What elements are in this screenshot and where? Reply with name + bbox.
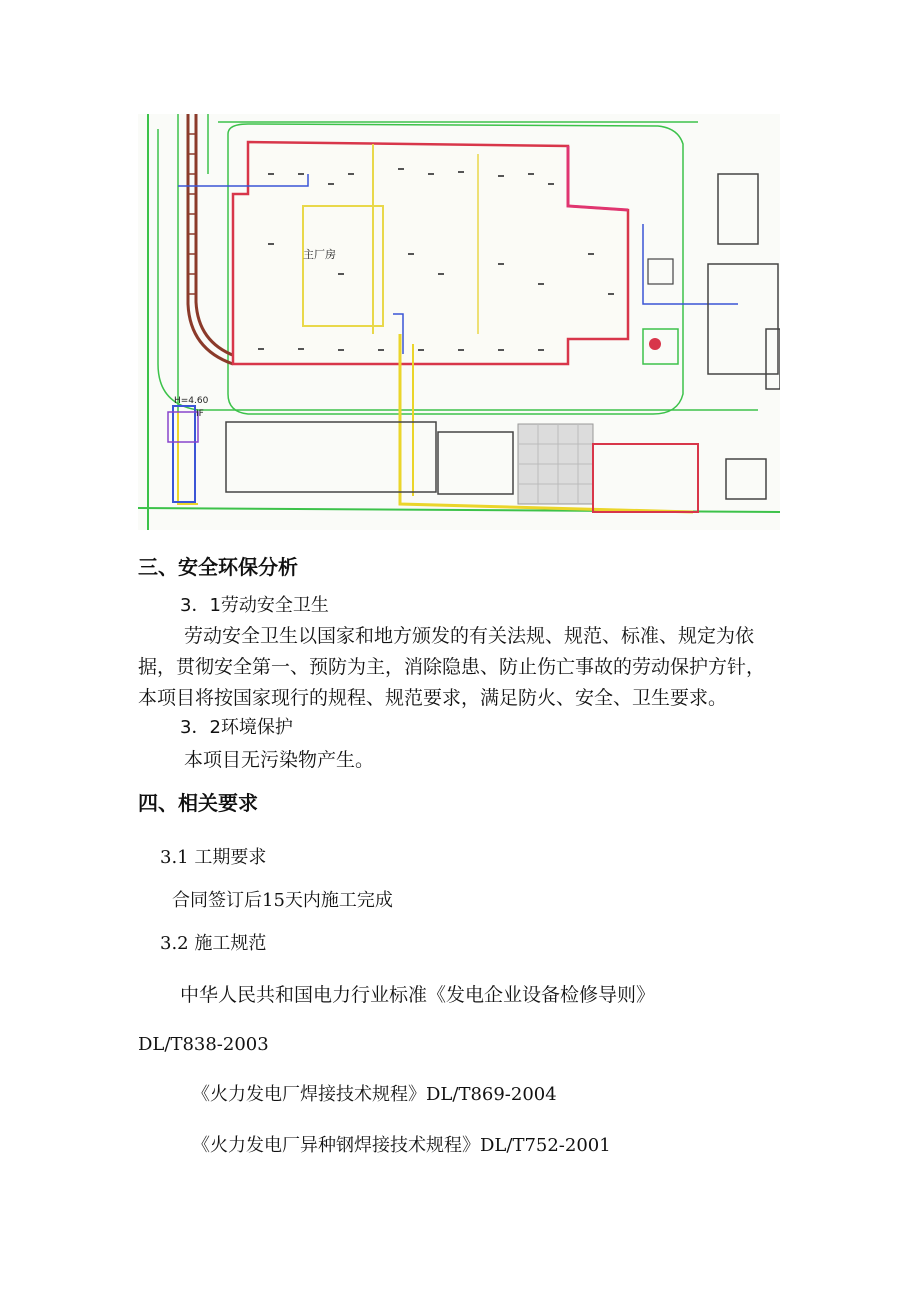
section3-sub2-title: 3．2环境保护: [180, 717, 293, 738]
elevation-label: H=4.60: [174, 396, 209, 406]
floor-label: IF: [196, 409, 204, 419]
section3-sub2-text: 本项目无污染物产生。: [184, 749, 375, 771]
paragraph-line: 据，贯彻安全第一、预防为主，消除隐患、防止伤亡事故的劳动保护方针，: [138, 656, 766, 678]
standard-line-3: 《火力发电厂焊接技术规程》DL/T869-2004: [192, 1084, 557, 1105]
standard-line-4: 《火力发电厂异种钢焊接技术规程》DL/T752-2001: [192, 1135, 611, 1156]
section4-heading: 四、相关要求: [138, 791, 258, 815]
standard-line-2: DL/T838-2003: [138, 1034, 269, 1055]
standard-line-1: 中华人民共和国电力行业标准《发电企业设备检修导则》: [180, 984, 656, 1006]
site-plan-drawing: [138, 114, 780, 530]
section4-sub1-text: 合同签订后15天内施工完成: [172, 890, 393, 911]
paragraph-line: 本项目将按国家现行的规程、规范要求，满足防火、安全、卫生要求。: [138, 687, 728, 709]
main-building-label: 主厂房: [303, 248, 336, 261]
section3-sub1-title: 3．1劳动安全卫生: [180, 595, 329, 616]
paragraph-line: 劳动安全卫生以国家和地方颁发的有关法规、规范、标准、规定为依: [184, 625, 755, 647]
section3-sub1-paragraph: [138, 621, 788, 714]
section4-sub1-title: 3.1 工期要求: [160, 847, 267, 868]
section3-heading: 三、安全环保分析: [138, 555, 298, 579]
section4-sub2-title: 3.2 施工规范: [160, 933, 267, 954]
site-plan-figure: [138, 114, 780, 530]
